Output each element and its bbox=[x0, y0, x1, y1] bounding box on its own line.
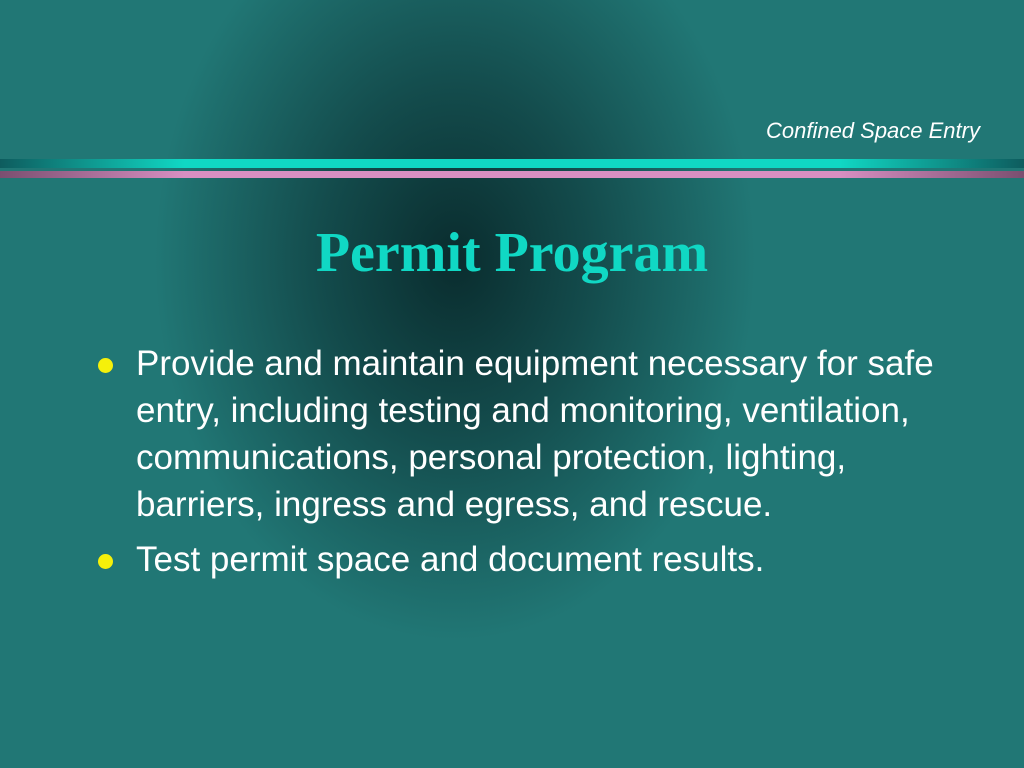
bullet-item bbox=[96, 536, 956, 583]
bullet-dot-icon bbox=[98, 554, 113, 569]
bullet-list bbox=[96, 340, 956, 591]
bullet-dot-icon bbox=[98, 358, 113, 373]
bullet-text: Provide and maintain equipment necessary for safe entry, including testing and monitoring, ventilation, communications, personal protection, lighting, barriers, ingress and egress, and rescue. bbox=[136, 344, 934, 524]
header-rule-teal bbox=[0, 159, 1024, 168]
bullet-item bbox=[96, 340, 956, 528]
bullet-text: Test permit space and document results. bbox=[136, 540, 765, 579]
slide-title: Permit Program bbox=[315, 222, 709, 284]
header-title: Confined Space Entry bbox=[765, 118, 980, 143]
header-rule-pink bbox=[0, 171, 1024, 178]
